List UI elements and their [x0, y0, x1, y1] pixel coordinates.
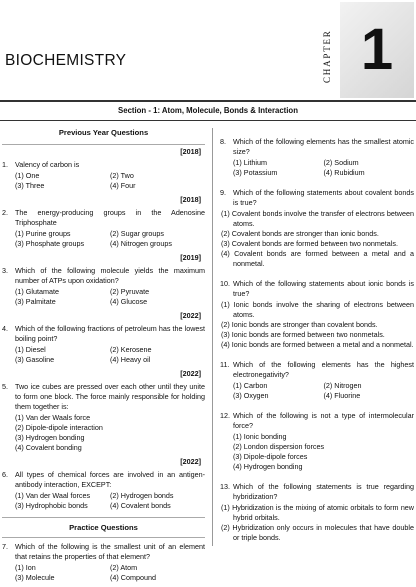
right-column	[220, 137, 414, 553]
question-text: Which of the following statements about ionic bonds is true?	[233, 279, 414, 298]
question-number: 7.	[2, 542, 8, 551]
option: (2) Kerosene	[110, 345, 152, 354]
option: (1) Glutamate	[15, 287, 59, 296]
option: (4) Hydrogen bonding	[233, 462, 303, 471]
option: (1) Covalent bonds involve the transfer of electrons between atoms.	[221, 209, 414, 228]
header-divider	[0, 100, 416, 102]
option: (4) Covalent bonds	[110, 501, 171, 510]
question-number: 4.	[2, 324, 8, 333]
question-number: 10.	[220, 279, 230, 288]
option: (4) Fluorine	[323, 391, 361, 400]
option: (3) Oxygen	[233, 391, 269, 400]
option: (4) Covalent bonding	[15, 443, 82, 452]
question-number: 6.	[2, 470, 8, 479]
question-12	[220, 411, 414, 472]
pyq-rule	[2, 144, 205, 145]
option: (2) Sugar groups	[110, 229, 164, 238]
year-tag: [2018]	[180, 147, 201, 156]
question-number: 11.	[220, 360, 230, 369]
question-text: Which of the following is the smallest unit of an element that retains the properties of that element?	[15, 542, 205, 561]
option: (1) Ion	[15, 563, 36, 572]
question-text: Valency of carbon is	[15, 160, 80, 169]
option: (4) Nitrogen groups	[110, 239, 172, 248]
question-text: Which of the following fractions of petroleum has the lowest boiling point?	[15, 324, 205, 343]
option: (2) Atom	[110, 563, 138, 572]
option: (2) Dipole-dipole interaction	[15, 423, 103, 432]
question-number: 3.	[2, 266, 8, 275]
question-number: 2.	[2, 208, 8, 217]
option: (3) Ionic bonds are formed between two nonmetals.	[221, 330, 385, 339]
option: (2) Hybridization only occurs in molecules that have double or triple bonds.	[221, 523, 414, 542]
question-4	[2, 324, 205, 365]
question-6	[2, 470, 205, 511]
option: (3) Hydrogen bonding	[15, 433, 85, 442]
option: (4) Heavy oil	[110, 355, 151, 364]
option: (1) Ionic bonding	[233, 432, 287, 441]
option: (1) Carbon	[233, 381, 268, 390]
question-text: The energy-producing groups in the Adenosine Triphosphate	[15, 208, 205, 227]
left-column	[2, 128, 205, 587]
option: (1) Lithium	[233, 158, 267, 167]
option: (1) Van der Waal forces	[15, 491, 91, 500]
question-3	[2, 266, 205, 307]
question-5	[2, 382, 205, 453]
option: (1) Diesel	[15, 345, 46, 354]
option: (2) Two	[110, 171, 134, 180]
question-9	[220, 188, 414, 269]
question-text: Which of the following is not a type of intermolecular force?	[233, 411, 414, 430]
year-tag: [2022]	[180, 311, 201, 320]
chapter-header	[0, 0, 416, 100]
option: (2) Hydrogen bonds	[110, 491, 174, 500]
question-7	[2, 542, 205, 583]
page-title: BIOCHEMISTRY	[5, 52, 127, 69]
question-number: 13.	[220, 482, 230, 491]
option: (2) Ionic bonds are stronger than covalent bonds.	[221, 320, 378, 329]
chapter-number-box	[340, 2, 414, 98]
question-1	[2, 160, 205, 191]
pyq-heading: Previous Year Questions	[58, 128, 149, 137]
option: (3) Molecule	[15, 573, 55, 582]
option: (2) Covalent bonds are stronger than ionic bonds.	[221, 229, 379, 238]
option: (4) Rubidium	[323, 168, 365, 177]
option: (4) Four	[110, 181, 136, 190]
option: (1) Purine groups	[15, 229, 71, 238]
section-title: Section - 1: Atom, Molecule, Bonds & Interaction	[118, 106, 298, 115]
option: (1) Ionic bonds involve the sharing of electrons between atoms.	[221, 300, 414, 319]
question-text: Which of the following statements about covalent bonds is true?	[233, 188, 414, 207]
year-tag: [2018]	[180, 195, 201, 204]
question-8	[220, 137, 414, 178]
question-number: 12.	[220, 411, 230, 420]
option: (3) Three	[15, 181, 45, 190]
question-number: 5.	[2, 382, 8, 391]
question-text: Two ice cubes are pressed over each other until they unite to form one block. The force mainly responsible for holding them together is:	[15, 382, 205, 411]
option: (4) Glucose	[110, 297, 148, 306]
question-number: 8.	[220, 137, 226, 146]
year-tag: [2022]	[180, 369, 201, 378]
option: (1) Hybridization is the mixing of atomic orbitals to form new hybrid orbitals.	[221, 503, 414, 522]
question-number: 9.	[220, 188, 226, 197]
question-text: Which of the following molecule yields the maximum number of ATPs upon oxidation?	[15, 266, 205, 285]
option: (3) Covalent bonds are formed between two nonmetals.	[221, 239, 398, 248]
option: (2) Sodium	[323, 158, 359, 167]
option: (1) Van der Waals force	[15, 413, 91, 422]
option: (3) Hydrophobic bonds	[15, 501, 88, 510]
question-13	[220, 482, 414, 543]
option: (3) Gasoline	[15, 355, 55, 364]
column-divider	[212, 128, 213, 546]
question-text: Which of the following elements has the smallest atomic size?	[233, 137, 414, 156]
option: (2) Nitrogen	[323, 381, 362, 390]
option: (4) Ionic bonds are formed between a metal and a nonmetal.	[221, 340, 414, 349]
question-text: Which of the following elements has the highest electronegativity?	[233, 360, 414, 379]
chapter-number: 1	[360, 17, 394, 82]
practice-rule-bottom	[2, 537, 205, 538]
option: (2) Pyruvate	[110, 287, 150, 296]
option: (4) Covalent bonds are formed between a metal and a nonmetal.	[221, 249, 414, 268]
option: (1) One	[15, 171, 40, 180]
option: (2) London dispersion forces	[233, 442, 325, 451]
option: (3) Potassium	[233, 168, 278, 177]
question-text: All types of chemical forces are involved in an antigen-antibody interaction, EXCEPT:	[15, 470, 205, 489]
question-11	[220, 360, 414, 401]
practice-rule-top	[2, 517, 205, 518]
question-2	[2, 208, 205, 249]
question-text: Which of the following statements is true regarding hybridization?	[233, 482, 414, 501]
option: (3) Phosphate groups	[15, 239, 85, 248]
option: (3) Dipole-dipole forces	[233, 452, 308, 461]
chapter-label: CHAPTER	[322, 29, 332, 83]
year-tag: [2019]	[180, 253, 201, 262]
question-number: 1.	[2, 160, 8, 169]
question-10	[220, 279, 414, 350]
section-divider	[0, 120, 416, 121]
practice-heading: Practice Questions	[69, 523, 138, 532]
option: (4) Compound	[110, 573, 156, 582]
option: (3) Palmitate	[15, 297, 56, 306]
year-tag: [2022]	[180, 457, 201, 466]
